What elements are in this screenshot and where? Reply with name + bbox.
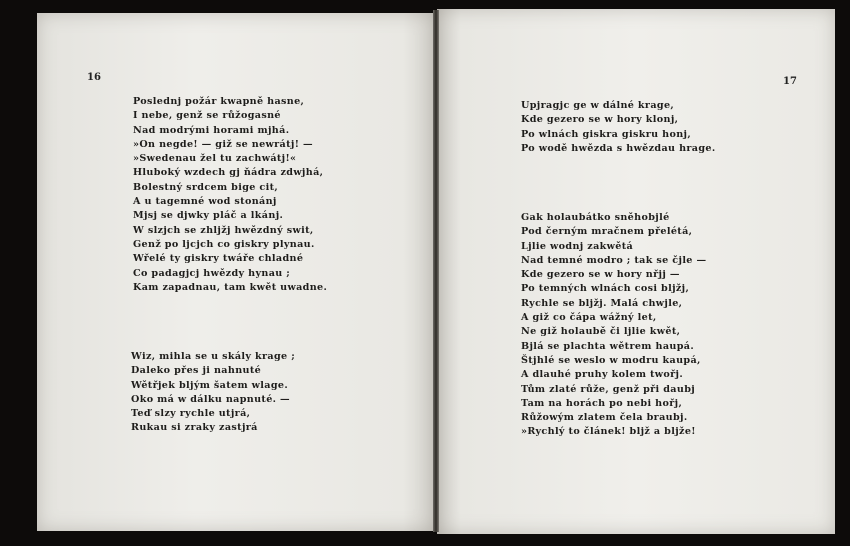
verse-line: Wiz, mihla se u skály krage ;: [131, 351, 296, 362]
verse-line: Po wodě hwězda s hwězdau hrage.: [521, 142, 716, 154]
verse-line: Bolestný srdcem bige cit,: [133, 181, 279, 193]
verse-line: Nad modrými horami mjhá.: [133, 124, 290, 136]
verse-line: »Rychlý to článek! bljž a bljže!: [521, 426, 696, 438]
right-page-number: 17: [783, 76, 797, 87]
verse-line: Kam zapadnau, tam kwět uwadne.: [133, 281, 328, 293]
verse-line: »On negde! — giž se newrátj! —: [133, 138, 313, 150]
verse-line: Genž po ljcjch co giskry plynau.: [133, 238, 315, 250]
verse-line: Upjragjc ge w dálné krage,: [521, 100, 675, 111]
verse-line: Daleko přes ji nahnuté: [131, 365, 262, 377]
verse-line: Po temných wlnách cosi bljžj,: [521, 283, 690, 295]
verse-line: Gak holaubátko sněhobjlé: [521, 212, 670, 223]
verse-line: Kde gezero se w hory klonj,: [521, 114, 679, 126]
verse-line: Pod černým mračnem přelétá,: [521, 226, 693, 238]
verse-line: Růžowým zlatem čela braubj.: [521, 412, 688, 424]
verse-line: A giž co čápa wážný let,: [521, 312, 657, 324]
verse-line: Co padagjcj hwězdy hynau ;: [133, 267, 291, 279]
verse-line: Hluboký wzdech gj ňádra zdwjhá,: [133, 167, 324, 179]
verse-line: Wětřjek bljým šatem wlage.: [131, 379, 289, 391]
verse-line: Tům zlaté růže, genž při daubj: [521, 383, 696, 395]
verse-line: A dlauhé pruhy kolem twořj.: [521, 369, 684, 381]
verse-line: Mjsj se djwky pláč a lkánj.: [133, 210, 284, 222]
verse-line: Rukau si zraky zastjrá: [131, 422, 258, 434]
verse-line: Nad temné modro ; tak se čjle —: [521, 254, 707, 266]
verse-line: W slzjch se zhljžj hwězdný swit,: [133, 224, 314, 236]
verse-line: Ne giž holaubě či ljlie kwět,: [521, 326, 681, 338]
verse-line: Teď slzy rychle utjrá,: [131, 408, 251, 420]
verse-line: I nebe, genž se růžogasné: [133, 110, 281, 122]
verse-line: Wřelé ty giskry twáře chladné: [133, 253, 304, 265]
verse-line: Štjhlé se weslo w modru kaupá,: [521, 354, 701, 366]
verse-line: Po wlnách giskra giskru honj,: [521, 128, 692, 140]
left-page-number: 16: [87, 72, 101, 83]
verse-line: »Swedenau žel tu zachwátj!«: [133, 153, 297, 165]
verse-line: Kde gezero se w hory nřjj —: [521, 269, 680, 281]
left-stanza-2: [131, 350, 295, 436]
verse-line: Poslednj požár kwapně hasne,: [133, 96, 305, 107]
left-stanza-1: [133, 95, 327, 295]
verse-line: Bjlá se plachta wětrem haupá.: [521, 340, 695, 352]
book-gutter: [433, 10, 439, 532]
verse-line: A u tagemné wod stonánj: [133, 196, 277, 208]
verse-line: Rychle se bljžj. Malá chwjle,: [521, 297, 683, 309]
verse-line: Ljlie wodnj zakwětá: [521, 240, 634, 252]
verse-line: Oko má w dálku napnuté. —: [131, 393, 290, 405]
verse-line: Tam na horách po nebi hořj,: [521, 397, 683, 409]
right-stanza-2: [521, 211, 706, 440]
right-stanza-1: [521, 99, 716, 156]
